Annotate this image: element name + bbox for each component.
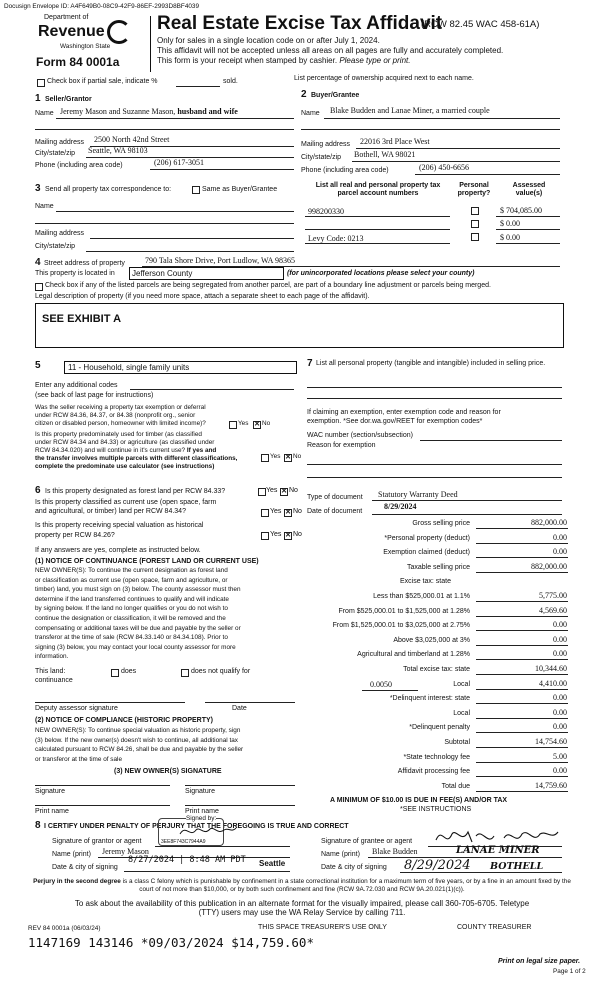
grantee-date-label: Date & city of signing xyxy=(321,864,387,871)
legal-description-label: Legal description of property (if you need more space, attach a separate sheet to each page of the affidavit). xyxy=(35,293,370,300)
reason-line-1[interactable] xyxy=(307,464,562,465)
county-select[interactable]: Jefferson County xyxy=(129,267,284,280)
tax-row-label: *Personal property (deduct) xyxy=(384,534,470,542)
q6-3-line-2: property per RCW 84.26? xyxy=(35,532,115,539)
print-name-line-2[interactable] xyxy=(185,805,295,806)
parcel-1[interactable]: 998200330 xyxy=(308,207,344,216)
see-instructions: *SEE INSTRUCTIONS xyxy=(400,806,472,813)
doc-date-label: Date of document xyxy=(307,508,363,515)
personal-property-list-label: List all personal property (tangible and intangible) included in selling price. xyxy=(316,360,546,367)
q5-1-line-1: Was the seller receiving a property tax exemption or deferral xyxy=(35,404,206,411)
deputy-signature-line[interactable] xyxy=(35,702,185,703)
tax-row-value[interactable]: 0.00 xyxy=(553,620,567,630)
tax-row-line xyxy=(476,776,568,777)
notice-2-line: (3) below. If the new owner(s) doesn't wish to continue, all additional tax xyxy=(35,736,238,744)
q5-2-yes-label: Yes xyxy=(270,453,281,460)
this-land-label: This land: xyxy=(35,668,66,675)
tax-row-value[interactable]: 5.00 xyxy=(553,751,567,761)
reason-line-2[interactable] xyxy=(307,477,562,478)
tax-row-line xyxy=(476,557,568,558)
tax-row-line xyxy=(476,703,568,704)
perjury-note: Perjury in the second degree is a class C felony which is punishable by confinement in a state correctional institution for a maximum term of five years, or by a fine in an amount fixed by the court of not more than $10,000, or by both such confinement and fine (RCW 9A.72.030 and RCW 9A.20.021(1)(c)). xyxy=(33,878,571,893)
print-name-label-2: Print name xyxy=(185,808,219,815)
seller-name-label: Name xyxy=(35,110,54,117)
treasurer-use-only: THIS SPACE TREASURER'S USE ONLY xyxy=(258,924,387,931)
tax-row-value[interactable]: 0.00 xyxy=(553,766,567,776)
tax-row-line xyxy=(476,659,568,660)
tax-row-label: Agricultural and timberland at 1.28% xyxy=(357,651,470,659)
personal-property-line-1[interactable] xyxy=(307,387,562,388)
grantor-name-label: Name (print) xyxy=(52,851,91,858)
seller-title: Seller/Grantor xyxy=(45,96,92,103)
q6-1-label: Is this property designated as forest land per RCW 84.33? xyxy=(45,488,226,495)
section-1-number: 1 xyxy=(35,93,41,104)
grantee-city[interactable]: BOTHELL xyxy=(490,861,544,872)
new-owner-signature-line-2[interactable] xyxy=(185,785,295,786)
q5-2-line-4: the transfer involves multiple parcels with different classifications, xyxy=(35,455,238,462)
buyer-phone-line xyxy=(415,174,560,175)
tax-row-value[interactable]: 14,754.60 xyxy=(535,737,567,746)
tax-row-line xyxy=(476,572,568,573)
street-label: Street address of property xyxy=(44,260,125,267)
notice-1-line: determine if the land transferred continues to qualify and will indicate xyxy=(35,595,229,603)
tax-row-line xyxy=(476,630,568,631)
logo-wa-state: Washington State xyxy=(60,43,111,50)
tax-row-line xyxy=(476,718,568,719)
notice-1-line: transferor at the time of sale (RCW 84.33.140 or 84.34.108). Prior to xyxy=(35,634,228,642)
q6-2-yes-label: Yes xyxy=(270,508,282,515)
q6-1-no-checkbox[interactable]: ✕ xyxy=(281,488,287,495)
logo-revenue: Revenue xyxy=(38,23,105,40)
wac-line[interactable] xyxy=(420,440,562,441)
buyer-city[interactable]: Bothell, WA 98021 xyxy=(354,150,416,159)
section-6-number: 6 xyxy=(35,485,41,496)
header-line-1: Only for sales in a single location code on or after July 1, 2024. xyxy=(157,36,380,45)
tax-row-label: From $1,525,000.01 to $3,025,000 at 2.75% xyxy=(332,622,470,630)
partial-percent-line[interactable] xyxy=(176,86,220,87)
alt-format-note: To ask about the availability of this publication in an alternate format for the visually impaired, please call 360-705-6705. Teletype xyxy=(74,899,530,908)
q5-1-no-label: No xyxy=(262,420,271,427)
tax-row-value[interactable]: 882,000.00 xyxy=(531,561,567,571)
buyer-phone-label: Phone (including area code) xyxy=(301,167,389,174)
buyer-mailing[interactable]: 22016 3rd Place West xyxy=(360,137,430,146)
grantor-city[interactable]: Seattle xyxy=(259,859,286,868)
notice-1-line: compensating or additional taxes will be due and payable by the seller or xyxy=(35,624,241,632)
assessed-value-2[interactable]: $ 0.00 xyxy=(500,219,520,228)
section-8-number: 8 xyxy=(35,820,41,831)
signature-label-1: Signature xyxy=(35,788,65,795)
parcel-2-line[interactable] xyxy=(305,229,450,230)
tax-row-line xyxy=(476,645,568,646)
county-treasurer: COUNTY TREASURER xyxy=(457,924,532,931)
tax-row-line xyxy=(476,747,568,748)
signature-label-2: Signature xyxy=(185,788,215,795)
q6-1-no-label: No xyxy=(289,487,298,494)
grantor-signature-label: Signature of grantor or agent xyxy=(52,838,142,845)
grantee-name[interactable]: Blake Budden xyxy=(372,847,418,856)
new-owner-signature-line-1[interactable] xyxy=(35,785,170,786)
q6-3-no-checkbox[interactable]: ✕ xyxy=(285,532,291,539)
tax-row-line xyxy=(476,543,568,544)
deputy-date-label: Date xyxy=(232,705,247,712)
assessed-2-line xyxy=(496,229,560,230)
tax-row-value[interactable]: 0.00 xyxy=(553,532,567,542)
same-as-buyer-checkbox[interactable] xyxy=(192,186,200,194)
q5-2-no-checkbox[interactable]: ✕ xyxy=(285,454,291,461)
doc-type-label: Type of document xyxy=(307,494,363,501)
correspondence-label: Send all property tax correspondence to: xyxy=(45,186,172,193)
tax-row-label: Above $3,025,000 at 3% xyxy=(393,636,470,644)
land-use-code-select[interactable]: 11 - Household, single family units xyxy=(64,361,297,374)
corr-city-label: City/state/zip xyxy=(35,243,76,250)
personal-property-2-checkbox[interactable] xyxy=(471,220,479,228)
partial-sold-label: sold. xyxy=(223,78,238,85)
unincorporated-note: (for unincorporated locations please select your county) xyxy=(287,270,475,277)
tax-row-line xyxy=(476,528,568,529)
tax-row-value[interactable]: 5,775.00 xyxy=(539,591,567,600)
buyer-mailing-line xyxy=(356,148,560,149)
does-not-label: does not qualify for xyxy=(191,668,251,675)
q5-1-yes-label: Yes xyxy=(238,420,249,427)
tax-row-label: *Delinquent penalty xyxy=(409,724,470,732)
tax-row-value[interactable]: 0.00 xyxy=(553,634,567,644)
notice-2-title: (2) NOTICE OF COMPLIANCE (HISTORIC PROPERTY) xyxy=(35,717,213,724)
parcel-3-line xyxy=(305,243,450,244)
tax-row-label: Taxable selling price xyxy=(406,563,470,571)
tax-row-label: Less than $525,000.01 at 1.1% xyxy=(373,593,470,600)
personal-property-3-checkbox[interactable] xyxy=(471,233,479,241)
tax-row-value[interactable]: 10,344.60 xyxy=(535,664,567,673)
local-rate-line xyxy=(362,690,418,691)
wac-label: WAC number (section/subsection) xyxy=(307,432,413,439)
tax-row-label: Gross selling price xyxy=(412,520,470,527)
seller-name[interactable]: Jeremy Mason and Suzanne Mason, husband and wife xyxy=(60,107,238,116)
grantee-name-label: Name (print) xyxy=(321,851,360,858)
grantor-name[interactable]: Jeremy Mason xyxy=(102,847,149,856)
buyer-city-label: City/state/zip xyxy=(301,154,342,161)
q5-2-line-3: RCW 84.34.020) and will continue in it's current use? If yes and xyxy=(35,447,217,454)
envelope-id: Docusign Envelope ID: A4F649B0-08C9-42F9-86EF-2993D8BF4039 xyxy=(4,3,200,10)
q6-3-line-1: Is this property receiving special valuation as historical xyxy=(35,522,204,529)
certify-statement: I CERTIFY UNDER PENALTY OF PERJURY THAT THE FOREGOING IS TRUE AND CORRECT xyxy=(44,823,349,830)
q5-1-no-checkbox[interactable]: ✕ xyxy=(254,421,260,428)
print-name-line-1[interactable] xyxy=(35,805,170,806)
revenue-logo-icon xyxy=(107,20,131,44)
tax-row-label: Local xyxy=(453,680,470,688)
segregated-label: Check box if any of the listed parcels are being segregated from another parcel, are part of a boundary line adjustment or parcels being merged. xyxy=(45,282,491,289)
signed-by-label: Signed by: xyxy=(186,815,217,822)
q5-2-line-5: complete the predominate use calculator (see instructions) xyxy=(35,463,215,470)
grantor-date-label: Date & city of signing xyxy=(52,864,118,871)
section-5-number: 5 xyxy=(35,360,41,371)
docusign-id: 3EE8F743C7944A9 xyxy=(161,839,206,845)
grantor-signature-line xyxy=(155,846,290,847)
doc-type-line xyxy=(372,500,562,501)
doc-date-line xyxy=(372,514,562,515)
deputy-label: Deputy assessor signature xyxy=(35,705,118,712)
q6-2-no-label: No xyxy=(293,508,302,515)
does-checkbox[interactable] xyxy=(111,669,119,677)
corr-mailing-label: Mailing address xyxy=(35,230,85,237)
buyer-city-line xyxy=(352,161,560,162)
q5-1-line-2: under RCW 84.36, 84.37, or 84.38 (nonprofit org., senior xyxy=(35,412,196,419)
notice-1-line: or classification as current use (open space, farm and agriculture, or xyxy=(35,576,228,584)
revision: REV 84 0001a (06/03/24) xyxy=(28,925,101,932)
corr-name-label: Name xyxy=(35,203,54,210)
legal-description-text: SEE EXHIBIT A xyxy=(42,313,122,325)
if-any-yes: If any answers are yes, complete as instructed below. xyxy=(35,547,201,554)
buyer-name-line-2 xyxy=(301,129,560,130)
tax-row-label: *State technology fee xyxy=(403,753,470,761)
buyer-title: Buyer/Grantee xyxy=(311,92,360,99)
tty-note: (TTY) users may use the WA Relay Service by calling 711. xyxy=(198,908,406,917)
q5-2-line-2: under RCW 84.34 and 84.33) or agriculture (as classified under xyxy=(35,439,215,446)
parcel-3[interactable]: Levy Code: 0213 xyxy=(308,234,364,243)
tax-row-line xyxy=(476,762,568,763)
personal-property-line-2[interactable] xyxy=(307,398,562,399)
tax-row-label: Subtotal xyxy=(444,739,470,746)
local-rate[interactable]: 0.0050 xyxy=(370,679,392,689)
tax-row-value[interactable]: 0.00 xyxy=(553,722,567,732)
tax-row-label: From $525,000.01 to $1,525,000 at 1.28% xyxy=(338,607,470,615)
exemption-note-1: If claiming an exemption, enter exemption code and reason for xyxy=(307,409,501,416)
tax-row-value[interactable]: 882,000.00 xyxy=(531,518,567,527)
tax-row-line xyxy=(476,791,568,792)
assessed-value-3[interactable]: $ 0.00 xyxy=(500,233,520,242)
tax-row-line xyxy=(476,689,568,690)
q5-2-no-label: No xyxy=(293,453,302,460)
seller-mailing-label: Mailing address xyxy=(35,139,85,146)
page-number: Page 1 of 2 xyxy=(553,968,586,975)
corr-city-line[interactable] xyxy=(86,251,294,252)
notice-1-line: information. xyxy=(35,653,69,661)
does-label: does xyxy=(121,668,137,675)
personal-property-header: Personal property? xyxy=(457,182,491,198)
notice-1-line: by signing below. If the land no longer qualifies or you do not wish to xyxy=(35,605,228,613)
grantor-date[interactable]: 8/27/2024 | 8:48 AM PDT xyxy=(128,855,246,865)
header-line-2: This affidavit will not be accepted unless all areas on all pages are fully and accurately completed. xyxy=(157,46,504,55)
grantee-signature-label: Signature of grantee or agent xyxy=(321,838,413,845)
tax-row-label: Total due xyxy=(441,782,470,790)
ownership-note: List percentage of ownership acquired next to each name. xyxy=(294,75,474,82)
notice-2-line: calculated pursuant to RCW 84.26, shall be due and payable by the seller xyxy=(35,746,244,754)
tax-row-label: Total excise tax: state xyxy=(403,666,470,673)
segregated-checkbox[interactable] xyxy=(35,283,43,291)
assessed-value-header: Assessed value(s) xyxy=(512,182,546,198)
partial-sale-checkbox[interactable] xyxy=(37,79,45,87)
section-4-number: 4 xyxy=(35,257,41,268)
seller-mailing[interactable]: 2500 North 42nd Street xyxy=(94,135,170,144)
see-back-note: (see back of last page for instructions) xyxy=(35,392,154,399)
buyer-phone[interactable]: (206) 450-6656 xyxy=(419,163,469,172)
reason-label: Reason for exemption xyxy=(307,442,376,449)
buyer-name-line xyxy=(324,118,560,119)
does-not-checkbox[interactable] xyxy=(181,669,189,677)
q6-3-yes-checkbox[interactable] xyxy=(261,532,269,540)
seller-name-line-2 xyxy=(35,129,294,130)
tax-row-label: Local xyxy=(453,709,470,717)
q6-3-no-label: No xyxy=(293,531,302,538)
print-name-label-1: Print name xyxy=(35,808,69,815)
doc-date[interactable]: 8/29/2024 xyxy=(384,502,417,511)
grantee-name-2[interactable]: LANAE MINER xyxy=(456,845,540,856)
tax-row-line xyxy=(476,616,568,617)
assessed-3-line xyxy=(496,243,560,244)
tax-row-value[interactable]: 0.00 xyxy=(553,693,567,703)
q6-1-yes-label: Yes xyxy=(266,487,278,494)
tax-row-line xyxy=(476,732,568,733)
seller-phone[interactable]: (206) 617-3051 xyxy=(154,158,204,167)
additional-codes-label: Enter any additional codes xyxy=(35,382,118,389)
seller-name-line xyxy=(56,118,294,119)
seller-city-label: City/state/zip xyxy=(35,150,76,157)
corr-mailing-line[interactable] xyxy=(90,238,294,239)
notice-1-line: NEW OWNER(S): To continue the current designation as forest land xyxy=(35,567,228,574)
notice-2-line: NEW OWNER(S): To continue special valuation as historic property, sign xyxy=(35,727,241,734)
tax-row-line xyxy=(476,674,568,675)
additional-codes-line[interactable] xyxy=(130,389,294,390)
minimum-due-note: A MINIMUM OF $10.00 IS DUE IN FEE(S) AND/OR TAX xyxy=(330,797,508,804)
tax-row-value[interactable]: 0.00 xyxy=(553,649,567,659)
continuance-label: continuance xyxy=(35,677,73,684)
section-7-number: 7 xyxy=(307,358,313,369)
tax-row-label: *Delinquent interest: state xyxy=(389,695,470,703)
tax-row-value[interactable]: 0.00 xyxy=(553,707,567,717)
partial-sale-label: Check box if partial sale, indicate % xyxy=(47,78,158,85)
tax-row-value[interactable]: 4,410.00 xyxy=(539,678,567,688)
section-2-number: 2 xyxy=(301,89,307,100)
buyer-name-label: Name xyxy=(301,110,320,117)
new-owner-signature-title: (3) NEW OWNER(S) SIGNATURE xyxy=(114,768,222,775)
logo-department: Department of xyxy=(44,14,89,21)
q6-2-yes-checkbox[interactable] xyxy=(261,509,269,517)
assessed-value-1[interactable]: $ 704,085.00 xyxy=(500,206,542,215)
personal-property-1-checkbox[interactable] xyxy=(471,207,479,215)
grantee-date[interactable]: 8/29/2024 xyxy=(404,858,471,873)
parcel-header: List all real and personal property tax parcel account numbers xyxy=(315,182,441,198)
section-3-number: 3 xyxy=(35,183,41,194)
seller-phone-label: Phone (including area code) xyxy=(35,162,123,169)
parcel-1-line xyxy=(305,216,450,217)
q5-2-line-1: Is this property predominately used for timber (as classified xyxy=(35,431,202,438)
tax-row-label: Exemption claimed (deduct) xyxy=(383,549,470,557)
q6-2-line-1: Is this property classified as current use (open space, farm xyxy=(35,499,217,506)
notice-2-line: or transferor at the time of sale xyxy=(35,755,123,763)
notice-1-line: continue the designation or classification, it will be removed and the xyxy=(35,615,226,622)
doc-type[interactable]: Statutory Warranty Deed xyxy=(378,490,458,499)
same-as-buyer-label: Same as Buyer/Grantee xyxy=(202,186,278,193)
tax-row-label: Affidavit processing fee xyxy=(397,768,470,776)
q6-2-no-checkbox[interactable]: ✕ xyxy=(285,509,291,516)
notice-1-line: signing (3) below, you may contact your local county assessor for more xyxy=(35,643,236,651)
header-line-3: This form is your receipt when stamped by cashier. Please type or print. xyxy=(157,56,411,65)
grantor-date-line xyxy=(124,871,290,872)
located-label: This property is located in xyxy=(35,270,115,277)
corr-name-line[interactable] xyxy=(56,211,294,212)
exemption-note-2: exemption. *See dor.wa.gov/REET for exemption codes* xyxy=(307,418,483,425)
tax-row-label: Excise tax: state xyxy=(400,578,451,586)
tax-row-value[interactable]: 4,569.60 xyxy=(539,605,567,615)
page-title: Real Estate Excise Tax Affidavit xyxy=(157,13,443,34)
buyer-name[interactable]: Blake Budden and Lanae Miner, a married couple xyxy=(330,106,490,115)
notice-1-line: timber) land, you must sign on (3) below. The county assessor must then xyxy=(35,586,241,594)
q6-2-line-2: and agricultural, or timber) land per RCW 84.34? xyxy=(35,508,186,515)
grantor-signature-scribble-icon xyxy=(178,824,238,838)
assessed-1-line xyxy=(496,216,560,217)
form-number: Form 84 0001a xyxy=(36,55,120,69)
legal-description-box[interactable] xyxy=(35,303,564,348)
deputy-date-line[interactable] xyxy=(205,702,295,703)
legal-size-note: Print on legal size paper. xyxy=(498,958,581,965)
property-street[interactable]: 790 Tala Shore Drive, Port Ludlow, WA 98365 xyxy=(145,256,295,265)
tax-row-line xyxy=(476,601,568,602)
rcw-reference: (RCW 82.45 WAC 458-61A) xyxy=(421,19,540,30)
q5-2-yes-checkbox[interactable] xyxy=(261,454,269,462)
seller-phone-line xyxy=(150,169,294,170)
corr-name-line-2 xyxy=(35,223,294,224)
buyer-mailing-label: Mailing address xyxy=(301,141,351,148)
q5-1-line-3: citizen or disabled person, homeowner with limited income)? xyxy=(35,420,206,427)
seller-city[interactable]: Seattle, WA 98103 xyxy=(88,146,148,155)
q6-1-yes-checkbox[interactable] xyxy=(258,488,266,496)
q5-1-yes-checkbox[interactable] xyxy=(229,421,237,429)
grantee-date-line xyxy=(400,872,562,873)
q6-3-yes-label: Yes xyxy=(270,531,282,538)
notice-1-title: (1) NOTICE OF CONTINUANCE (FOREST LAND OR CURRENT USE) xyxy=(35,558,259,565)
tax-row-value[interactable]: 0.00 xyxy=(553,547,567,557)
header-divider xyxy=(150,16,151,72)
tax-row-value[interactable]: 14,759.60 xyxy=(535,780,567,790)
treasurer-stamp: 1147169 143146 *09/03/2024 $14,759.60* xyxy=(28,935,314,950)
